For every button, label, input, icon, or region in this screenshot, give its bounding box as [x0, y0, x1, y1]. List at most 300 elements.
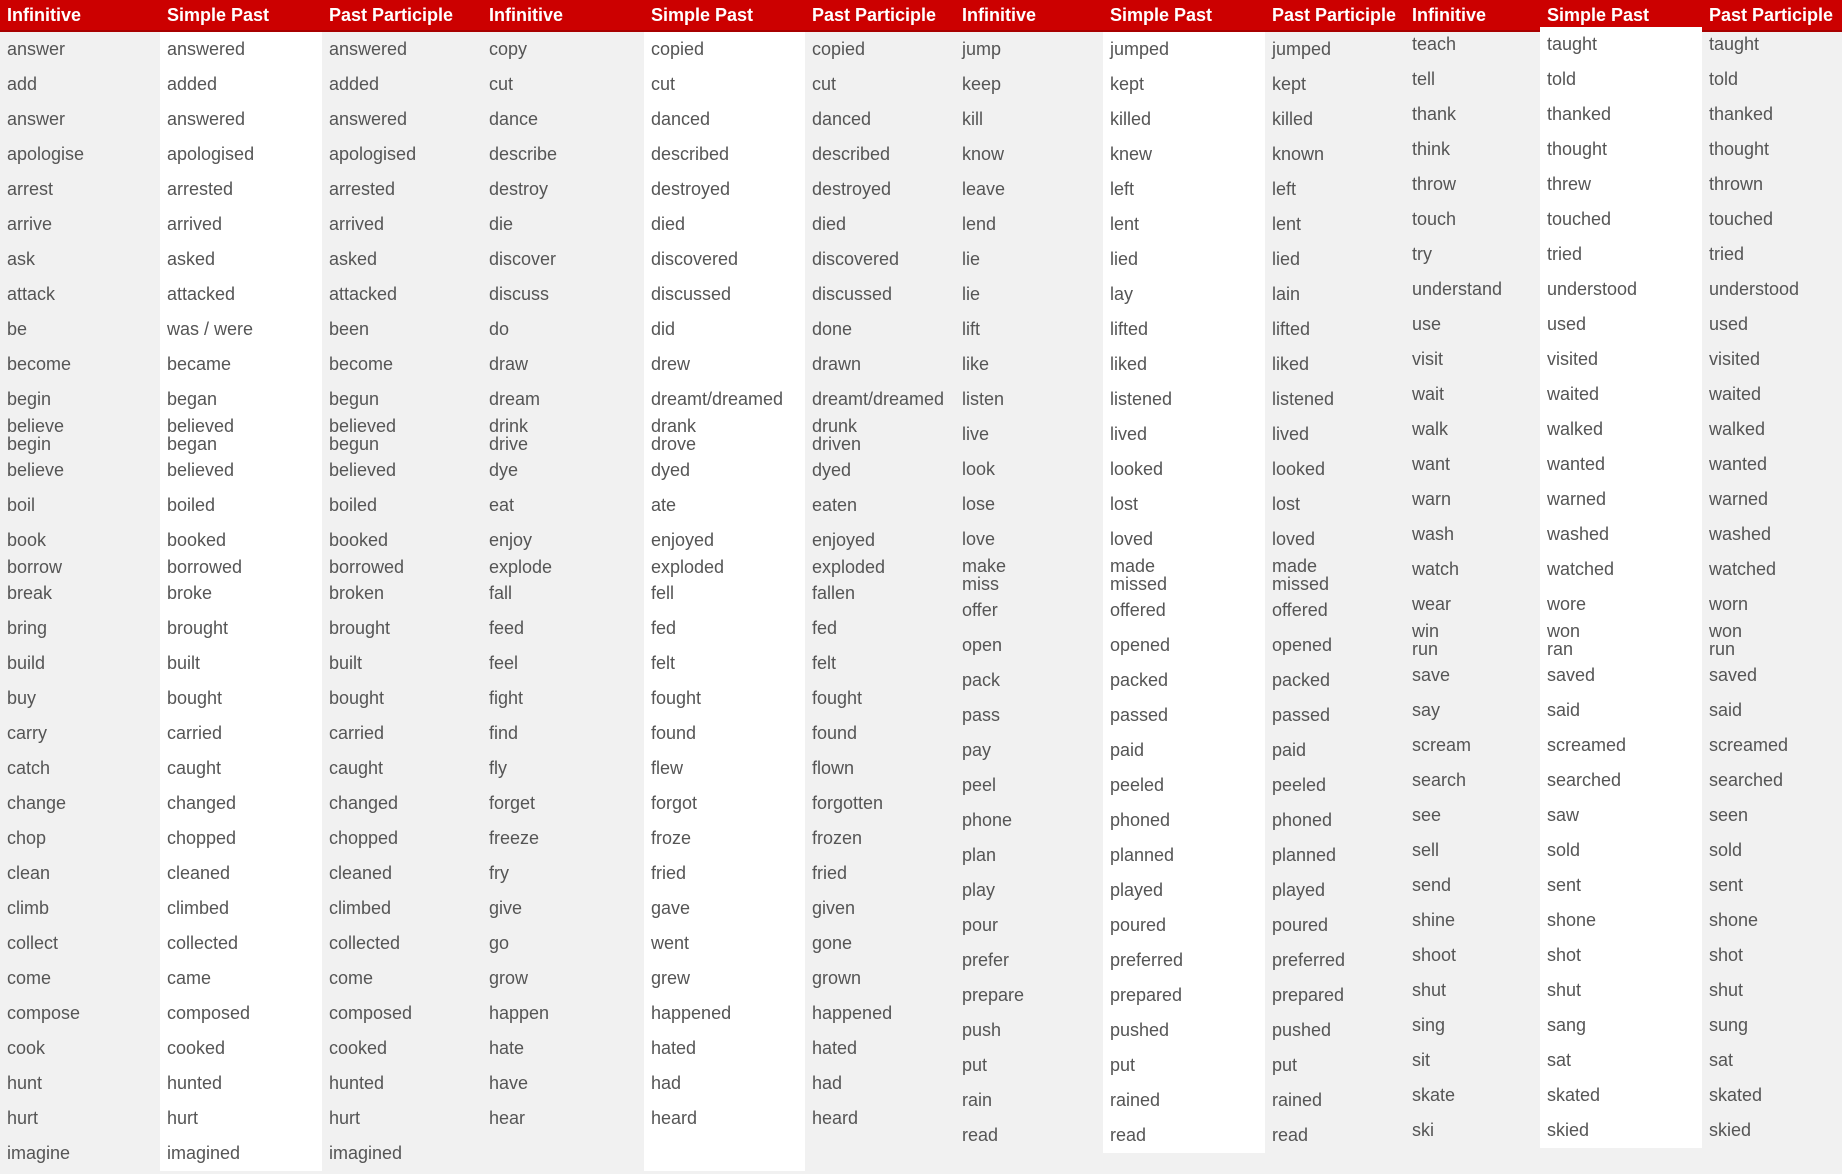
verb-cell: jumped [1110, 39, 1170, 59]
verb-cell: shot [1709, 945, 1744, 965]
verb-cell: carry [7, 723, 47, 743]
verb-cell: destroyed [812, 179, 892, 199]
verb-cell: hunt [7, 1073, 43, 1093]
verb-cell: skated [1547, 1085, 1601, 1105]
verb-cell: read [962, 1125, 999, 1145]
verb-cell: throw [1412, 174, 1457, 194]
verb-cell: opened [1110, 635, 1171, 655]
verb-cell: sing [1412, 1015, 1446, 1035]
verb-cell: hunted [167, 1073, 223, 1093]
verb-cell: visited [1709, 349, 1761, 369]
verb-cell: boiled [167, 495, 216, 515]
verb-table-body [1405, 27, 1842, 1148]
verb-column-past-participle [805, 32, 955, 1171]
verb-cell: seen [1709, 805, 1749, 825]
verb-cell: kept [1110, 74, 1145, 94]
verb-cell: loved [1110, 529, 1154, 549]
verb-column-simple-past [160, 32, 322, 1171]
verb-cell: skied [1709, 1120, 1752, 1140]
verb-table-body [0, 32, 955, 1171]
verb-cell: arrested [329, 179, 396, 199]
verb-cell: arrived [167, 214, 223, 234]
verb-cell: lose [962, 494, 996, 514]
verb-cell: asked [329, 249, 378, 269]
verb-cell: believed [329, 460, 397, 480]
verb-cell: brought [329, 618, 391, 638]
verb-cell: saved [1709, 665, 1758, 685]
verb-cell: listen [962, 389, 1005, 409]
verb-cell: saved [1547, 665, 1596, 685]
verb-cell: answered [329, 39, 408, 59]
verb-cell: flew [651, 758, 684, 778]
verb-cell: felt [812, 653, 837, 673]
verb-cell: passed [1272, 705, 1331, 725]
verb-cell: opened [1272, 635, 1333, 655]
verb-cell: dreamt/dreamed [812, 389, 945, 409]
verb-cell: hated [812, 1038, 858, 1058]
verb-cell: pushed [1110, 1020, 1170, 1040]
column-header-simple-past: Simple Past [1547, 5, 1650, 25]
verb-cell: say [1412, 700, 1441, 720]
verb-cell: thought [1709, 139, 1770, 159]
verb-cell: fly [489, 758, 507, 778]
verb-cell: want [1412, 454, 1451, 474]
verb-cell: missed [1272, 574, 1330, 594]
verb-cell: discovered [651, 249, 739, 269]
verb-cell: dream [489, 389, 541, 409]
verb-cell: poured [1272, 915, 1329, 935]
verb-cell: lie [962, 284, 981, 304]
verb-column-simple-past [1103, 32, 1265, 1153]
verb-cell: answered [329, 109, 408, 129]
verb-cell: know [962, 144, 1005, 164]
verb-cell: taught [1709, 34, 1760, 54]
verb-cell: give [489, 898, 523, 918]
verb-cell: climbed [329, 898, 392, 918]
verb-cell: hurt [329, 1108, 361, 1128]
verb-cell: paid [1272, 740, 1307, 760]
verb-cell: sat [1547, 1050, 1572, 1070]
verb-cell: keep [962, 74, 1002, 94]
verb-cell: waited [1547, 384, 1600, 404]
verb-cell: shone [1547, 910, 1597, 930]
verb-cell: lied [1272, 249, 1301, 269]
verb-cell: come [7, 968, 52, 988]
verb-cell: changed [329, 793, 399, 813]
verb-cell: passed [1110, 705, 1169, 725]
verb-cell: killed [1272, 109, 1314, 129]
verb-table-right [1405, 0, 1842, 1174]
verb-cell: known [1272, 144, 1325, 164]
verb-cell: borrow [7, 557, 63, 577]
verb-cell: change [7, 793, 67, 813]
verb-cell: cut [651, 74, 676, 94]
verb-cell: carried [329, 723, 385, 743]
verb-cell: pour [962, 915, 999, 935]
verb-cell: brought [167, 618, 229, 638]
verb-cell: searched [1547, 770, 1622, 790]
verb-cell: discussed [812, 284, 893, 304]
verb-cell: skate [1412, 1085, 1456, 1105]
verb-cell: collect [7, 933, 59, 953]
verb-cell: offered [1272, 600, 1328, 620]
verb-cell: understood [1547, 279, 1638, 299]
verb-cell: cook [7, 1038, 46, 1058]
verb-cell: run [1709, 639, 1736, 659]
verb-cell: die [489, 214, 514, 234]
verb-cell: answered [167, 109, 246, 129]
column-header-simple-past: Simple Past [167, 5, 270, 25]
verb-cell: attacked [329, 284, 398, 304]
verb-cell: discover [489, 249, 557, 269]
verb-cell: preferred [1110, 950, 1184, 970]
verb-cell: composed [167, 1003, 251, 1023]
header-row [955, 0, 1405, 32]
verb-cell: booked [329, 530, 389, 550]
verb-cell: collected [167, 933, 239, 953]
verb-cell: driven [812, 434, 862, 454]
verb-cell: believed [167, 416, 235, 436]
verb-cell: understood [1709, 279, 1800, 299]
verb-cell: jumped [1272, 39, 1332, 59]
verb-cell: send [1412, 875, 1452, 895]
verb-cell: missed [1110, 574, 1168, 594]
verb-cell: arrive [7, 214, 53, 234]
verb-column-infinitive [0, 32, 160, 1171]
verb-cell: screamed [1709, 735, 1789, 755]
column-header-past-participle: Past Participle [329, 5, 454, 25]
verb-cell: cleaned [167, 863, 231, 883]
verb-cell: began [167, 434, 218, 454]
column-header-past-participle: Past Participle [812, 5, 937, 25]
verb-cell: found [812, 723, 858, 743]
verb-cell: thought [1547, 139, 1608, 159]
verb-cell: put [1110, 1055, 1136, 1075]
verb-cell: dyed [651, 460, 691, 480]
verb-cell: sold [1547, 840, 1581, 860]
verb-cell: been [329, 319, 370, 339]
verb-cell: run [1412, 639, 1439, 659]
verb-cell: poured [1110, 915, 1167, 935]
verb-cell: gone [812, 933, 853, 953]
verb-cell: shone [1709, 910, 1759, 930]
verb-cell: did [651, 319, 676, 339]
verb-cell: discussed [651, 284, 732, 304]
verb-cell: liked [1272, 354, 1310, 374]
verb-cell: composed [329, 1003, 413, 1023]
verb-cell: died [651, 214, 686, 234]
verb-cell: ate [651, 495, 677, 515]
verb-cell: changed [167, 793, 237, 813]
verb-cell: offered [1110, 600, 1166, 620]
verb-cell: caught [167, 758, 222, 778]
column-header-simple-past: Simple Past [1110, 5, 1213, 25]
verb-cell: made [1110, 556, 1156, 576]
verb-cell: became [167, 354, 232, 374]
verb-cell: lend [962, 214, 997, 234]
verb-cell: liked [1110, 354, 1148, 374]
verb-cell: find [489, 723, 519, 743]
verb-cell: booked [167, 530, 227, 550]
verb-cell: break [7, 583, 53, 603]
verb-cell: pushed [1272, 1020, 1332, 1040]
verb-cell: packed [1272, 670, 1331, 690]
verb-cell: died [812, 214, 847, 234]
verb-cell: taught [1547, 34, 1598, 54]
verb-cell: caught [329, 758, 384, 778]
verb-cell: lent [1110, 214, 1140, 234]
verb-cell: tried [1547, 244, 1583, 264]
verb-cell: lived [1110, 424, 1148, 444]
header-row [0, 0, 955, 32]
verb-cell: walk [1412, 419, 1449, 439]
verb-cell: phone [962, 810, 1013, 830]
verb-cell: fried [812, 863, 848, 883]
verb-cell: sent [1547, 875, 1582, 895]
verb-cell: warn [1412, 489, 1452, 509]
verb-cell: attacked [167, 284, 236, 304]
verb-cell: left [1110, 179, 1135, 199]
verb-cell: become [329, 354, 394, 374]
verb-cell: left [1272, 179, 1297, 199]
verb-cell: flown [812, 758, 855, 778]
verb-cell: hate [489, 1038, 525, 1058]
verb-cell: collected [329, 933, 401, 953]
verb-cell: bought [329, 688, 385, 708]
verb-column-past-participle [1265, 32, 1405, 1153]
verb-cell: search [1412, 770, 1467, 790]
verb-cell: lain [1272, 284, 1301, 304]
verb-cell: planned [1110, 845, 1175, 865]
column-header-infinitive: Infinitive [962, 5, 1037, 25]
verb-cell: apologised [167, 144, 255, 164]
verb-cell: lived [1272, 424, 1310, 444]
verb-cell: tried [1709, 244, 1745, 264]
verb-cell: fallen [812, 583, 856, 603]
verb-cell: chopped [167, 828, 237, 848]
verb-column-infinitive [1405, 27, 1540, 1148]
verb-cell: pay [962, 740, 992, 760]
verb-cell: climbed [167, 898, 230, 918]
verb-cell: begun [329, 389, 380, 409]
verb-cell: ask [7, 249, 36, 269]
verb-cell: went [651, 933, 690, 953]
verb-cell: dyed [812, 460, 852, 480]
verb-cell: heard [812, 1108, 859, 1128]
verb-cell: arrested [167, 179, 234, 199]
verb-cell: dreamt/dreamed [651, 389, 784, 409]
verb-cell: apologise [7, 144, 85, 164]
verb-cell: cut [812, 74, 837, 94]
verb-cell: used [1709, 314, 1749, 334]
verb-cell: peeled [1272, 775, 1327, 795]
verb-cell: planned [1272, 845, 1337, 865]
verb-cell: fight [489, 688, 524, 708]
verb-cell: waited [1709, 384, 1762, 404]
verb-cell: begin [7, 434, 52, 454]
verb-cell: offer [962, 600, 998, 620]
verb-cell: grew [651, 968, 691, 988]
verb-cell: copy [489, 39, 528, 59]
verb-cell: lent [1272, 214, 1302, 234]
verb-column-simple-past [644, 32, 805, 1171]
verb-cell: watched [1547, 559, 1615, 579]
verb-cell: build [7, 653, 46, 673]
verb-cell: feed [489, 618, 525, 638]
verb-cell: look [962, 459, 996, 479]
verb-cell: climb [7, 898, 50, 918]
verb-cell: warned [1547, 489, 1607, 509]
verb-cell: begin [7, 389, 52, 409]
verb-cell: win [1412, 621, 1440, 641]
verb-cell: asked [167, 249, 216, 269]
verb-cell: fell [651, 583, 675, 603]
verb-cell: drunk [812, 416, 858, 436]
column-header-past-participle: Past Participle [1709, 5, 1834, 25]
verb-cell: hurt [7, 1108, 39, 1128]
verb-cell: forget [489, 793, 536, 813]
verb-cell: forgot [651, 793, 698, 813]
verb-cell: begun [329, 434, 380, 454]
verb-cell: drink [489, 416, 529, 436]
verb-cell: described [812, 144, 891, 164]
verb-cell: searched [1709, 770, 1784, 790]
verb-cell: apologised [329, 144, 417, 164]
verb-cell: arrest [7, 179, 54, 199]
verb-cell: pack [962, 670, 1001, 690]
verb-cell: wore [1547, 594, 1587, 614]
verb-cell: said [1547, 700, 1581, 720]
verb-cell: think [1412, 139, 1451, 159]
verb-cell: built [167, 653, 201, 673]
verb-cell: book [7, 530, 47, 550]
verb-cell: arrived [329, 214, 385, 234]
verb-cell: preferred [1272, 950, 1346, 970]
verb-cell: thrown [1709, 174, 1764, 194]
verb-cell: rained [1110, 1090, 1161, 1110]
verb-cell: prepared [1272, 985, 1345, 1005]
verb-cell: lay [1110, 284, 1134, 304]
verb-cell: leave [962, 179, 1006, 199]
verb-cell: exploded [812, 557, 886, 577]
verb-cell: fry [489, 863, 509, 883]
verb-cell: miss [962, 574, 999, 594]
verb-cell: had [812, 1073, 843, 1093]
verb-cell: played [1110, 880, 1164, 900]
verb-cell: scream [1412, 735, 1472, 755]
verb-cell: fried [651, 863, 687, 883]
verb-cell: broke [167, 583, 213, 603]
verb-cell: wanted [1709, 454, 1768, 474]
verb-cell: drawn [812, 354, 862, 374]
verb-cell: played [1272, 880, 1326, 900]
verb-cell: boiled [329, 495, 378, 515]
verb-cell: done [812, 319, 853, 339]
verb-cell: come [329, 968, 374, 988]
verb-cell: answer [7, 39, 66, 59]
verb-cell: prefer [962, 950, 1010, 970]
column-header-simple-past: Simple Past [651, 5, 754, 25]
verb-cell: clean [7, 863, 51, 883]
verb-cell: drew [651, 354, 691, 374]
verb-cell: teach [1412, 34, 1457, 54]
verb-cell: prepared [1110, 985, 1183, 1005]
verb-cell: rain [962, 1090, 993, 1110]
verb-cell: danced [651, 109, 711, 129]
verb-cell: kill [962, 109, 983, 129]
verb-cell: used [1547, 314, 1587, 334]
verb-cell: explode [489, 557, 553, 577]
verb-cell: sit [1412, 1050, 1430, 1070]
verb-cell: lost [1272, 494, 1301, 514]
verb-cell: froze [651, 828, 692, 848]
verb-cell: rained [1272, 1090, 1323, 1110]
verb-cell: enjoyed [812, 530, 876, 550]
verb-cell: fed [651, 618, 677, 638]
verb-cell: given [812, 898, 856, 918]
verb-cell: become [7, 354, 72, 374]
verb-cell: fall [489, 583, 513, 603]
verb-column-past-participle [1702, 27, 1842, 1148]
verb-cell: packed [1110, 670, 1169, 690]
verb-cell: had [651, 1073, 682, 1093]
verb-cell: love [962, 529, 996, 549]
verb-cell: ran [1547, 639, 1574, 659]
verb-cell: ski [1412, 1120, 1434, 1140]
verb-cell: eaten [812, 495, 858, 515]
verb-cell: heard [651, 1108, 698, 1128]
verb-cell: saw [1547, 805, 1580, 825]
verb-cell: touch [1412, 209, 1457, 229]
verb-cell: made [1272, 556, 1318, 576]
verb-cell: imagined [329, 1143, 403, 1163]
column-header-past-participle: Past Participle [1272, 5, 1397, 25]
verb-cell: thanked [1709, 104, 1774, 124]
verb-cell: see [1412, 805, 1442, 825]
verb-cell: washed [1547, 524, 1610, 544]
verb-cell: answer [7, 109, 66, 129]
verb-cell: shot [1547, 945, 1582, 965]
verb-cell: lost [1110, 494, 1139, 514]
verb-cell: discuss [489, 284, 550, 304]
verb-cell: sold [1709, 840, 1743, 860]
verb-cell: found [651, 723, 697, 743]
verb-cell: believed [167, 460, 235, 480]
verb-cell: peeled [1110, 775, 1165, 795]
verb-cell: eat [489, 495, 515, 515]
verb-cell: catch [7, 758, 51, 778]
verb-cell: borrowed [167, 557, 243, 577]
verb-table-middle [955, 0, 1405, 1174]
verb-cell: push [962, 1020, 1002, 1040]
verb-column-infinitive [482, 32, 644, 1171]
verb-cell: came [167, 968, 212, 988]
verb-cell: put [962, 1055, 988, 1075]
verb-cell: be [7, 319, 28, 339]
verb-cell: washed [1709, 524, 1772, 544]
verb-cell: borrowed [329, 557, 405, 577]
verb-cell: added [329, 74, 380, 94]
verb-cell: told [1709, 69, 1739, 89]
verb-cell: fought [651, 688, 702, 708]
verb-cell: copied [812, 39, 866, 59]
verb-cell: drank [651, 416, 697, 436]
verb-cell: have [489, 1073, 529, 1093]
verb-cell: dye [489, 460, 519, 480]
verb-cell: forgotten [812, 793, 884, 813]
verb-cell: destroy [489, 179, 549, 199]
verb-column-simple-past [1540, 27, 1702, 1148]
